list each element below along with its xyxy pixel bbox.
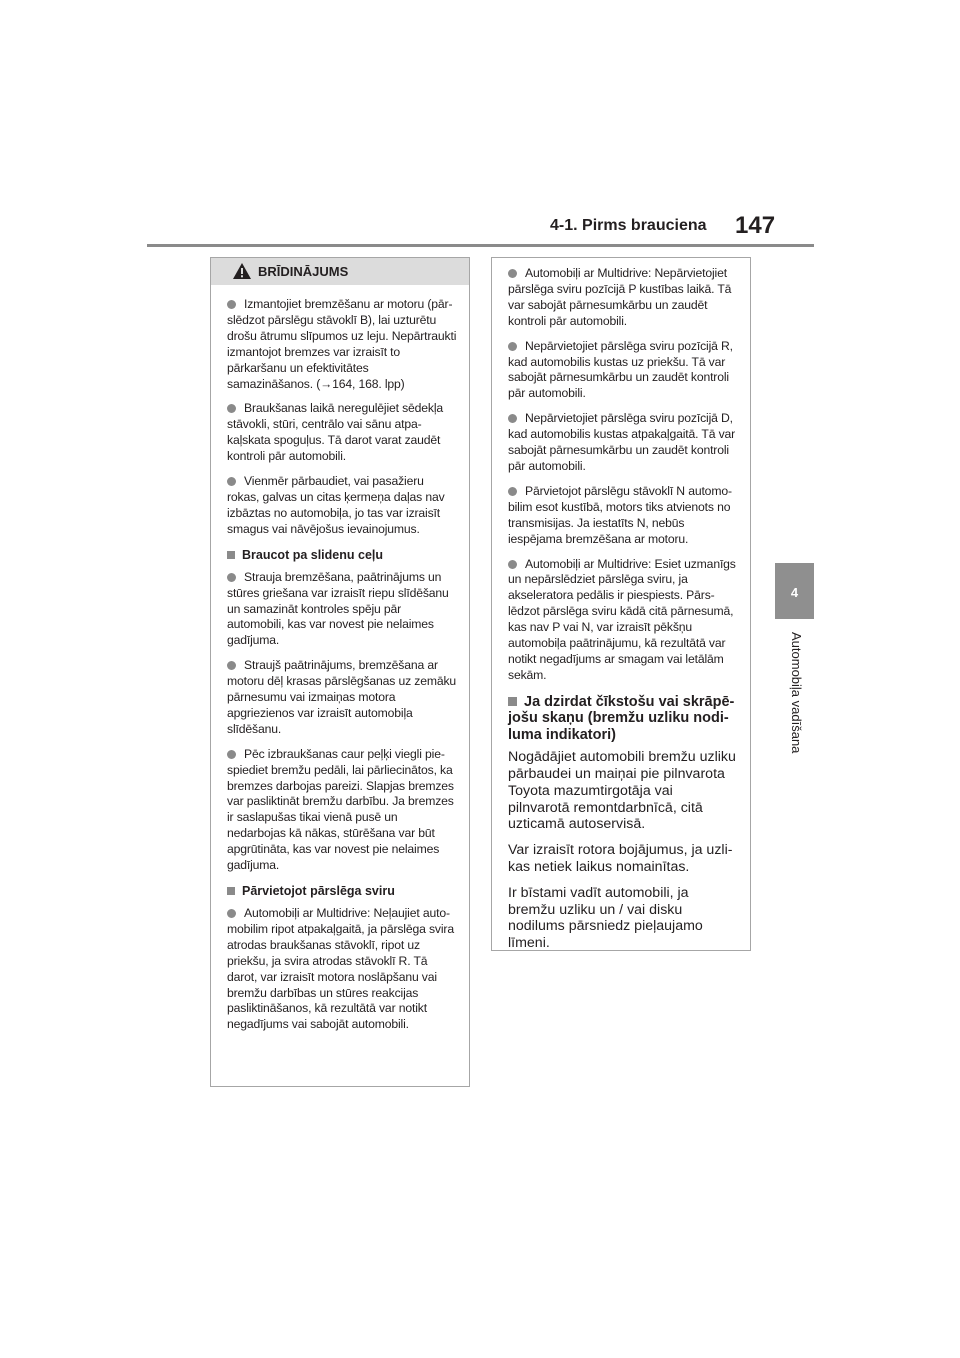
- page-number: 147: [735, 212, 776, 239]
- list-item-text: Nepārvietojiet pārslēga sviru pozīcijā R, kad automobilis kustas uz priekšu. Tā var sabojāt pārnesumkārbu un zaudēt kontroli pār automobili.: [508, 338, 733, 401]
- warning-content-right: [508, 266, 738, 961]
- list-item-text: Pārvietojot pārslēgu stāvoklī N automobilim esot kustībā, motors tiks atvienots no transmisijas. Ja iestatīts N, nebūs iespējama bremzēšana ar motoru.: [508, 483, 733, 546]
- list-item-text: Straujš paātrinājums, bremzēšana ar motoru dēļ krasas pārslēgšanas uz zemāku pārnesumu vai izmaiņas motora apgriezienos var izraisīt automobiļa slīdēšanu.: [227, 658, 457, 736]
- list-item: [508, 339, 738, 403]
- chapter-number: 4: [790, 585, 799, 600]
- warning-box-left: [210, 257, 470, 1087]
- list-item: [227, 297, 457, 392]
- bullet-dot: [508, 342, 517, 351]
- list-item: [508, 266, 738, 330]
- bullet-dot: [227, 909, 236, 918]
- bullet-dot: [227, 661, 236, 670]
- list-item-text: Pēc izbraukšanas caur peļķi viegli piespiediet bremžu pedāli, lai pārliecinātos, ka bremzes darbojas pareizi. Slapjas bremzes var pasliktināt bremžu darbību. Ja bremzes ir saslapušas tikai vienā pusē un nedarbojas kā nākas, stūrēšana var būt apgrūtināta, kas var novest pie nelaimes gadījuma.: [227, 746, 454, 873]
- bullet-dot: [227, 750, 236, 759]
- square-bullet-icon: [508, 697, 517, 706]
- section-heading-text: Ja dzirdat čīkstošu vai skrāpējošu skaņu (bremžu uzliku nodiluma indikatori): [508, 693, 735, 743]
- list-item: [227, 906, 457, 1033]
- header-rule: [147, 244, 814, 247]
- bullet-dot: [508, 414, 517, 423]
- chapter-tab: [775, 563, 814, 619]
- square-bullet-icon: [227, 551, 235, 559]
- list-item-text: Automobiļi ar Multidrive: Neļaujiet automobilim ripot atpakaļgaitā, ja pārslēga svira atrodas braukšanas stāvoklī, ripot uz priekšu, ja svira atrodas stāvoklī R. Tā darot, var izraisīt motora noslāpšanu vai bremžu darbības un stūres reakcijas pasliktināšanos, kā rezultātā var notikt negadījums vai sabojāt automobili.: [227, 906, 454, 1032]
- list-item: [508, 484, 738, 548]
- bullet-dot: [227, 573, 236, 582]
- list-item-text: Automobiļi ar Multidrive: Nepārvietojiet pārslēga sviru pozīcijā P kustības laikā. Tā var sabojāt pārnesumkārbu un zaudēt kontroli pār automobili.: [508, 266, 732, 328]
- list-item-text: Nepārvietojiet pārslēga sviru pozīcijā D, kad automobilis kustas atpakaļgaitā. Tā var sabojāt pārnesumkārbu un zaudēt kontroli pār automobili.: [508, 411, 736, 473]
- list-item-text: Automobiļi ar Multidrive: Esiet uzmanīgs un nepārslēdziet pārslēga sviru, ja akseleratora pedālis ir piespiests. Pārslēdzot pārslēga sviru kādā citā pārnesumā, kas nav P vai N, var izraisīt pēkšņu automobiļa paātrinājumu, kā rezultātā var notikt negadījums ar smagam vai letālām sekām.: [508, 556, 736, 682]
- list-item: [227, 401, 457, 465]
- list-item-text: Strauja bremzēšana, paātrinājums un stūres griešana var izraisīt riepu slīdēšanu un samazināt kontroles spēju pār automobili, kas var novest pie nelaimes gadījuma.: [227, 569, 449, 648]
- subheading-text: Braucot pa slidenu ceļu: [242, 547, 384, 562]
- warning-header: [211, 258, 469, 285]
- bullet-dot: [227, 477, 236, 486]
- subheading-text: Pārvietojot pārslēga sviru: [242, 884, 395, 898]
- subheading: [227, 883, 457, 899]
- list-item: [227, 474, 457, 538]
- list-item: [227, 658, 457, 738]
- paragraph: Ir bīstami vadīt automobili, ja bremžu uzliku un / vai disku nodilums pārsniedz pieļaujamo līmeni.: [508, 884, 703, 952]
- list-item-text: Braukšanas laikā neregulējiet sēdekļa stāvokli, stūri, centrālo vai sānu atpakaļskata spoguļus. Tā darot varat zaudēt kontroli pār automobili.: [227, 401, 444, 464]
- paragraph: Nogādājiet automobili bremžu uzliku pārbaudei un maiņai pie pilnvarota Toyota mazumtirgotāja vai pilnvarotā remontdarbnīcā, citā uzticamā autoservisā.: [508, 749, 736, 833]
- square-bullet-icon: [227, 887, 235, 895]
- section-title: 4-1. Pirms brauciena: [550, 217, 707, 234]
- list-item-text: Vienmēr pārbaudiet, vai pasažieru rokas, galvas un citas ķermeņa daļas nav izbāztas no automobiļa, jo tas var izraisīt smagus vai nāvējošus ievainojumus.: [227, 474, 445, 536]
- warning-title: BRĪDINĀJUMS: [258, 264, 349, 279]
- warning-content-left: [227, 297, 457, 1042]
- paragraph: Var izraisīt rotora bojājumus, ja uzlikas netiek laikus nomainītas.: [508, 842, 733, 876]
- bullet-dot: [227, 404, 236, 413]
- warning-triangle-icon: [233, 263, 251, 279]
- list-item-text: Izmantojiet bremzēšanu ar motoru (pārslēdzot pārslēgu stāvoklī B), lai uzturētu drošu ātrumu slīpumos uz leju. Nepārtraukti izmantojot bremzes var izraisīt to pārkaršanu un efektivitātes samazināšanos. (→164, 168. lpp): [227, 297, 457, 391]
- section-heading: [508, 694, 738, 744]
- subheading: [227, 547, 457, 563]
- bullet-dot: [508, 269, 517, 278]
- list-item: [227, 747, 457, 874]
- list-item: [508, 411, 738, 475]
- chapter-label: Automobiļa vadīšana: [789, 632, 804, 754]
- warning-box-right: [491, 257, 751, 951]
- bullet-dot: [227, 300, 236, 309]
- list-item: [508, 557, 738, 684]
- bullet-dot: [508, 487, 517, 496]
- list-item: [227, 570, 457, 650]
- bullet-dot: [508, 560, 517, 569]
